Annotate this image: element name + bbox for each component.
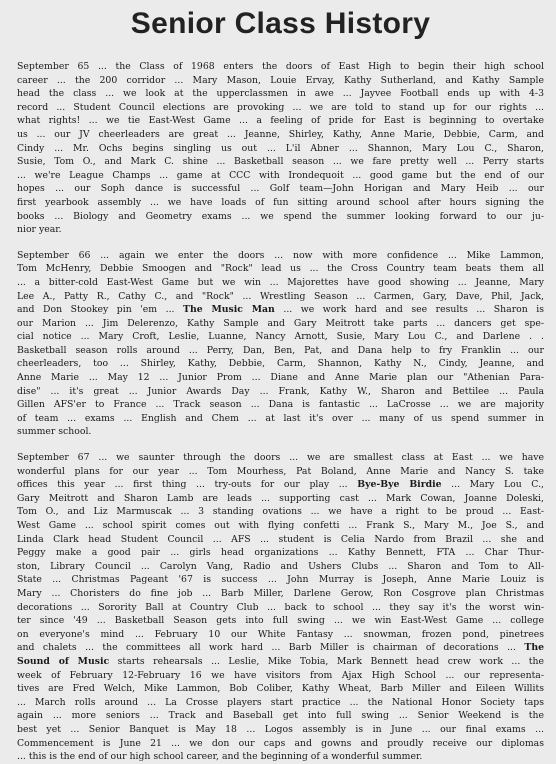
text-line: dise" ... it's great ... Junior Awards Day ... Frank, Kathy W., Sharon and Bettilee ... Paula	[17, 385, 544, 397]
text-line: ... we're League Champs ... game at CCC with Irondequoit ... good game but the end of our	[17, 169, 544, 181]
text-line: Cindy ... Mr. Ochs begins singling us out ... L'il Abner ... Shannon, Mary Lou C., Sharon,	[17, 142, 544, 154]
text-line: record ... Student Council elections are provoking ... we are told to stand up for our rights ...	[17, 101, 544, 113]
text-line: September 67 ... we saunter through the doors ... we are smallest class at East ... we have	[17, 452, 544, 464]
text-line: State ... Christmas Pageant '67 is success ... John Murray is Joseph, Anne Marie Louiz is	[17, 574, 544, 586]
text-line: Lee A., Patty R., Cathy C., and "Rock" ... Wrestling Season ... Carmen, Gary, Dave, Phil, Jack,	[17, 290, 544, 302]
text-line: West Game ... school spirit comes out with flying confetti ... Frank S., Mary M., Joe S., and	[17, 520, 544, 531]
text-line: ... this is the end of our high school career, and the beginning of a wonderful summer.	[17, 751, 423, 763]
production-title: The	[524, 642, 544, 654]
text-line: summer school.	[17, 426, 92, 438]
text-line: best yet ... Senior Banquet is May 18 ... Logos assembly is in June ... our final exams ...	[17, 723, 544, 735]
text-line: first yearbook assembly ... we have loads of fun sitting around school after hours signing the	[17, 196, 544, 208]
text-line	[17, 655, 544, 669]
page-title: Senior Class History	[130, 7, 431, 40]
text-line: Linda Clark head Student Council ... AFS ... student is Celia Nardo from Brazil ... she and	[17, 533, 544, 545]
text-line: September 65 ... the Class of 1968 enters the doors of East High to begin their high school	[17, 61, 544, 72]
text-line: career ... the 200 corridor ... Mary Mason, Louie Ervay, Kathy Sutherland, and Kathy Sample	[17, 74, 544, 86]
text-line	[17, 641, 544, 655]
text-line: us ... our JV cheerleaders are great ... Jeanne, Shirley, Kathy, Anne Marie, Debbie, Carm, and	[17, 128, 544, 140]
text-line: head the class ... we look at the upperclassmen in awe ... Jayvee Football ends up with 4-3	[17, 88, 544, 100]
text-segment: ... Mary Lou C.,	[441, 479, 544, 491]
text-line: Peggy make a good pair ... girls head organizations ... Kathy Bennett, FTA ... Char Thur-	[17, 547, 544, 559]
text-line: ... March rolls around ... La Crosse players start practice ... the National Honor Society taps	[17, 696, 544, 708]
text-line: Susie, Tom O., and Mark C. shine ... Basketball season ... we fare pretty well ... Perry starts	[17, 156, 544, 168]
text-line: wonderful plans for our year ... Tom Mourhess, Pat Boland, Anne Marie and Nancy S. take	[17, 465, 544, 477]
text-line: on everyone's mind ... February 10 our White Fantasy ... snowman, frozen pond, pinetrees	[17, 628, 544, 640]
text-line	[17, 478, 544, 492]
text-line: Gillen AFS'er to France ... Track season ... Dana is fantastic ... LaCrosse ... we are majority	[17, 399, 544, 411]
text-line: again ... more seniors ... Track and Baseball get into full swing ... Senior Weekend is the	[17, 710, 544, 722]
production-title: The Music Man	[183, 304, 275, 316]
text-line: tives are Fred Welch, Mike Lammon, Bob Coliber, Kathy Wheat, Barb Miller and Eileen Willits	[17, 683, 544, 695]
text-line: of team ... exams ... English and Chem ... at last it's over ... many of us spend summer in	[17, 412, 544, 424]
text-line: ston, Library Council ... Carolyn Vang, Radio and Ushers Clubs ... Sharon and Tom to All-	[17, 560, 544, 572]
text-line: Tom O., and Liz Marmuscak ... 3 standing ovations ... we have a right to be proud ... East-	[17, 506, 544, 518]
paragraph-junior-year	[17, 249, 544, 439]
text-segment: and Don Stookey pin 'em ...	[17, 304, 184, 316]
production-title: Bye-Bye Birdie	[357, 479, 442, 491]
text-line: books ... Biology and Geometry exams ... we spend the summer looking forward to our ju-	[17, 210, 544, 222]
text-line: Commencement is June 21 ... we don our caps and gowns and proudly receive our diplomas	[17, 737, 544, 749]
text-line	[17, 303, 544, 317]
paragraph-sophomore-year	[17, 60, 544, 237]
text-line: Anne Marie ... May 12 ... Junior Prom ... Diane and Anne Marie plan our "Athenian Para-	[17, 372, 544, 384]
text-line: cheerleaders, too ... Shirley, Kathy, Debbie, Carm, Shannon, Kathy N., Cindy, Jeanne, and	[17, 358, 544, 370]
text-line: September 66 ... again we enter the doors ... now with more confidence ... Mike Lammon,	[17, 249, 544, 261]
text-line: Tom McHenry, Debbie Smoogen and "Rock" lead us ... the Cross Country team beats them all	[17, 263, 544, 275]
text-line: Mary ... Choristers do fine job ... Barb Miller, Darlene Gerow, Ron Cosgrove plan Christmas	[17, 587, 544, 599]
text-line: Gary Meitrott and Sharon Lamb are leads ... supporting cast ... Mark Cowan, Joanne Doleski,	[17, 492, 544, 504]
text-line: hopes ... our Soph dance is successful ... Golf team—John Horigan and Mary Heib ... our	[17, 183, 544, 195]
text-segment: ... we work hard and see results ... Sharon is	[274, 304, 544, 316]
text-line: what rights! ... we tie East-West Game ... a feeling of pride for East is beginning to overtake	[17, 115, 544, 127]
text-line: ... a bitter-cold East-West Game but we win ... Majorettes have good showing ... Jeanne, Mary	[17, 276, 544, 288]
text-line: ter since '49 ... Basketball Season gets into full swing ... we win East-West Game ... college	[17, 615, 544, 627]
text-line: week of February 12-February 16 we have visitors from Ajax High School ... our representa-	[17, 669, 544, 681]
text-segment: starts rehearsals ... Leslie, Mike Tobia, Mark Bennett head crew work ... the	[109, 655, 544, 667]
paragraph-senior-year	[17, 451, 544, 764]
text-line: cial notice ... Mary Croft, Leslie, Luanne, Nancy Arnott, Susie, Mary Lou C., and Darlene . .	[17, 331, 544, 343]
text-segment: offices this year ... first thing ... try-outs for our play ...	[17, 479, 358, 491]
text-line: our Marion ... Jim Delerenzo, Kathy Sample and Gary Meitrott take parts ... dancers get spe-	[17, 317, 544, 329]
text-segment: and chalets ... the committees all work hard ... Barb Miller is chairman of decorations ...	[17, 642, 525, 654]
production-title: Sound of Music	[17, 655, 110, 667]
text-line: nior year.	[17, 224, 62, 236]
text-line: decorations ... Sorority Ball at Country Club ... back to school ... they say it's the worst win-	[17, 601, 544, 613]
text-line: Basketball season rolls around ... Perry, Dan, Ben, Pat, and Dana help to fry Franklin ... our	[17, 344, 544, 356]
